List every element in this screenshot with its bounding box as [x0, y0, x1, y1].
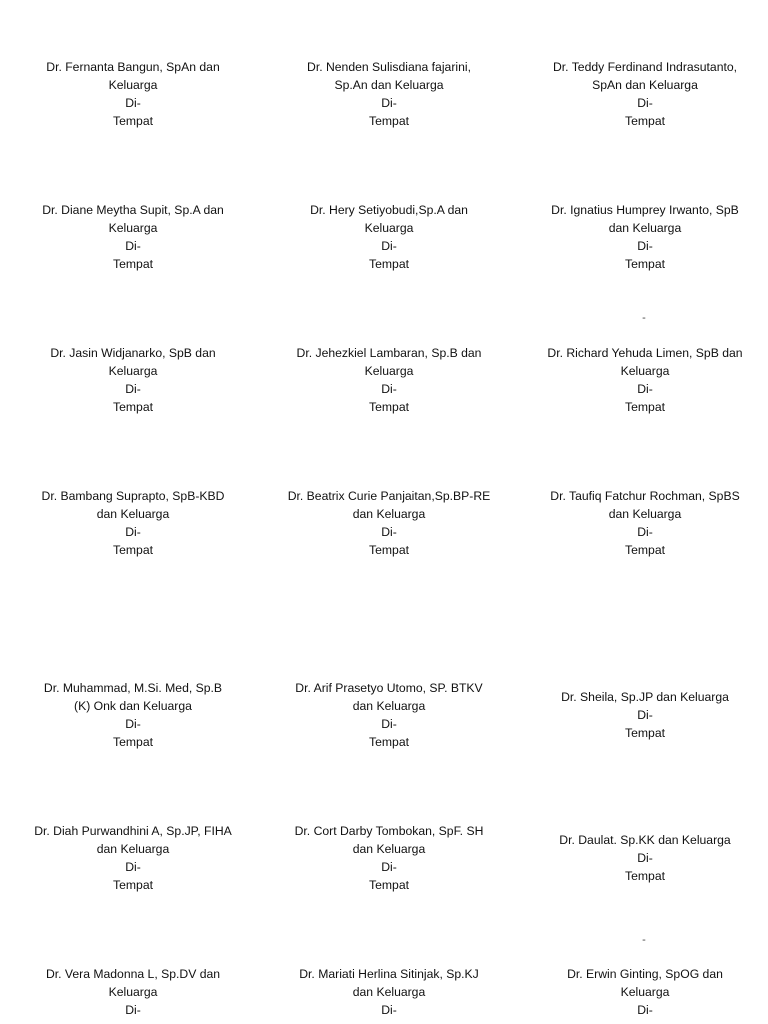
- label-name-line: Dr. Erwin Ginting, SpOG dan: [567, 967, 723, 981]
- address-label: [529, 831, 761, 885]
- label-di-line: Di-: [125, 1003, 141, 1017]
- label-name-line: Dr. Vera Madonna L, Sp.DV dan: [45, 967, 221, 981]
- label-name-line: Dr. Cort Darby Tombokan, SpF. SH: [294, 824, 484, 838]
- label-di-line: Di-: [637, 239, 653, 253]
- label-family-line: Keluarga: [108, 78, 158, 92]
- label-place-line: Tempat: [625, 869, 665, 883]
- label-name-line: Dr. Muhammad, M.Si. Med, Sp.B: [43, 681, 223, 695]
- label-name-line: Dr. Hery Setiyobudi,Sp.A dan: [310, 203, 468, 217]
- label-place-line: Tempat: [625, 726, 665, 740]
- label-place-line: Tempat: [369, 114, 409, 128]
- label-di-line: Di-: [637, 708, 653, 722]
- label-family-line: dan Keluarga: [352, 699, 426, 713]
- label-di-line: Di-: [381, 382, 397, 396]
- label-place-line: Tempat: [625, 257, 665, 271]
- label-place-line: Tempat: [625, 543, 665, 557]
- label-family-line: Keluarga: [364, 221, 414, 235]
- label-di-line: Di-: [125, 525, 141, 539]
- label-place-line: Tempat: [369, 400, 409, 414]
- address-label: [17, 822, 249, 894]
- label-di-line: Di-: [381, 239, 397, 253]
- label-di-line: Di-: [125, 96, 141, 110]
- label-di-line: Di-: [125, 860, 141, 874]
- label-family-line: dan Keluarga: [608, 221, 682, 235]
- label-family-line: dan Keluarga: [96, 842, 170, 856]
- label-name-line: Dr. Fernanta Bangun, SpAn dan: [46, 60, 220, 74]
- label-name-line: Dr. Teddy Ferdinand Indrasutanto,: [552, 60, 738, 74]
- label-place-line: Tempat: [369, 735, 409, 749]
- label-di-line: Di-: [637, 525, 653, 539]
- label-place-line: Tempat: [625, 114, 665, 128]
- label-di-line: Di-: [637, 1003, 653, 1017]
- label-family-line: (K) Onk dan Keluarga: [74, 699, 192, 713]
- label-name-line: Dr. Ignatius Humprey Irwanto, SpB: [551, 203, 739, 217]
- address-label: [529, 201, 761, 273]
- label-family-line: dan Keluarga: [352, 507, 426, 521]
- label-family-line: Keluarga: [108, 985, 158, 999]
- address-label: [273, 487, 505, 559]
- label-family-line: Keluarga: [620, 364, 670, 378]
- label-place-line: Tempat: [113, 878, 153, 892]
- label-place-line: Tempat: [625, 400, 665, 414]
- address-label: [273, 58, 505, 130]
- label-name-line: Dr. Jasin Widjanarko, SpB dan: [50, 346, 216, 360]
- label-family-line: dan Keluarga: [352, 842, 426, 856]
- label-name-line: Dr. Daulat. Sp.KK dan Keluarga: [559, 833, 731, 847]
- address-label: [529, 487, 761, 559]
- label-di-line: Di-: [637, 96, 653, 110]
- address-label: [529, 344, 761, 416]
- label-family-line: SpAn dan Keluarga: [592, 78, 698, 92]
- label-family-line: Keluarga: [364, 364, 414, 378]
- label-place-line: Tempat: [113, 400, 153, 414]
- label-di-line: Di-: [125, 382, 141, 396]
- address-label: [529, 965, 761, 1019]
- address-label: [273, 679, 505, 751]
- label-name-line: Dr. Mariati Herlina Sitinjak, Sp.KJ: [299, 967, 479, 981]
- address-label: [17, 679, 249, 751]
- label-di-line: Di-: [125, 239, 141, 253]
- label-di-line: Di-: [381, 96, 397, 110]
- stray-mark: -: [642, 934, 646, 946]
- label-place-line: Tempat: [113, 543, 153, 557]
- address-label: [17, 965, 249, 1019]
- label-family-line: dan Keluarga: [352, 985, 426, 999]
- address-label: [17, 58, 249, 130]
- label-name-line: Dr. Jehezkiel Lambaran, Sp.B dan: [296, 346, 482, 360]
- label-family-line: dan Keluarga: [96, 507, 170, 521]
- label-place-line: Tempat: [369, 878, 409, 892]
- label-name-line: Dr. Diane Meytha Supit, Sp.A dan: [42, 203, 224, 217]
- address-label: [17, 344, 249, 416]
- label-di-line: Di-: [125, 717, 141, 731]
- label-family-line: Sp.An dan Keluarga: [334, 78, 444, 92]
- label-family-line: Keluarga: [108, 364, 158, 378]
- label-di-line: Di-: [637, 851, 653, 865]
- address-label: [273, 344, 505, 416]
- label-name-line: Dr. Taufiq Fatchur Rochman, SpBS: [550, 489, 740, 503]
- label-name-line: Dr. Diah Purwandhini A, Sp.JP, FIHA: [34, 824, 232, 838]
- label-place-line: Tempat: [369, 257, 409, 271]
- label-name-line: Dr. Nenden Sulisdiana fajarini,: [307, 60, 471, 74]
- label-name-line: Dr. Sheila, Sp.JP dan Keluarga: [561, 690, 729, 704]
- address-label: [273, 822, 505, 894]
- label-place-line: Tempat: [369, 543, 409, 557]
- address-label: [17, 201, 249, 273]
- label-name-line: Dr. Beatrix Curie Panjaitan,Sp.BP-RE: [287, 489, 491, 503]
- label-place-line: Tempat: [113, 735, 153, 749]
- address-label: [529, 688, 761, 742]
- label-family-line: Keluarga: [108, 221, 158, 235]
- label-family-line: Keluarga: [620, 985, 670, 999]
- address-label: [273, 965, 505, 1019]
- label-di-line: Di-: [381, 525, 397, 539]
- label-name-line: Dr. Richard Yehuda Limen, SpB dan: [547, 346, 743, 360]
- label-di-line: Di-: [381, 860, 397, 874]
- label-place-line: Tempat: [113, 257, 153, 271]
- label-di-line: Di-: [381, 717, 397, 731]
- address-label: [273, 201, 505, 273]
- label-name-line: Dr. Arif Prasetyo Utomo, SP. BTKV: [295, 681, 483, 695]
- address-label: [529, 58, 761, 130]
- label-di-line: Di-: [637, 382, 653, 396]
- label-family-line: dan Keluarga: [608, 507, 682, 521]
- stray-mark: -: [642, 312, 646, 324]
- label-di-line: Di-: [381, 1003, 397, 1017]
- address-label: [17, 487, 249, 559]
- label-place-line: Tempat: [113, 114, 153, 128]
- label-name-line: Dr. Bambang Suprapto, SpB-KBD: [41, 489, 225, 503]
